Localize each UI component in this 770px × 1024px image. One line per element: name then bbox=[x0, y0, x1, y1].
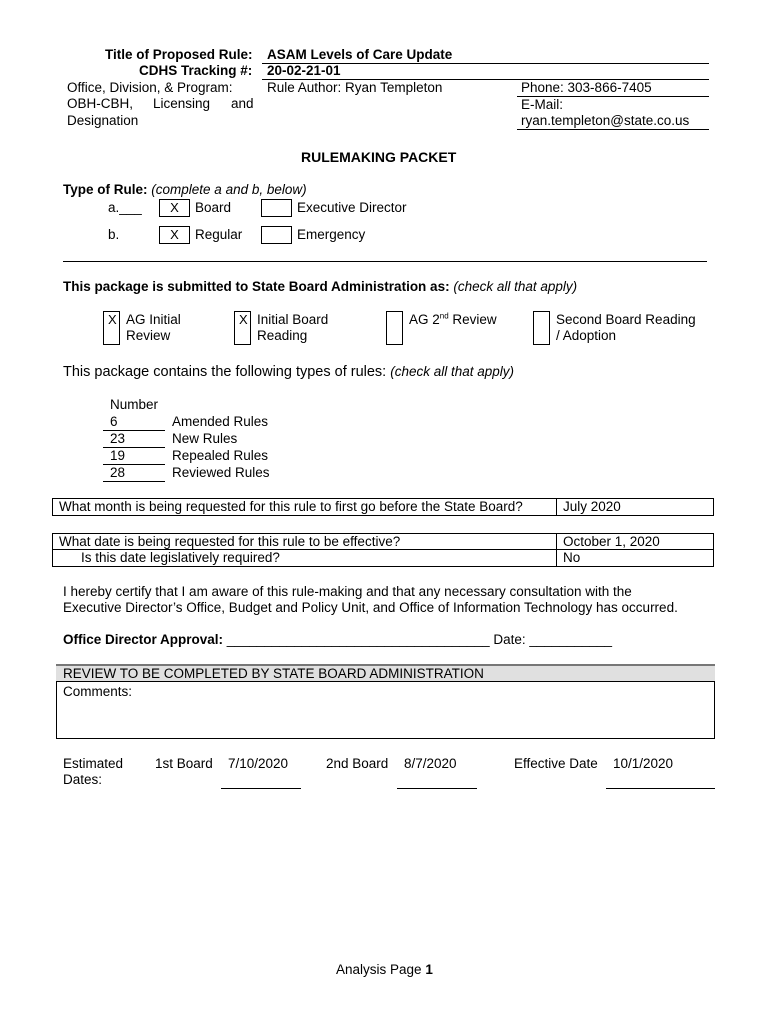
tracking-label: CDHS Tracking #: bbox=[139, 63, 253, 78]
initial-board-checkbox[interactable]: X bbox=[234, 311, 251, 345]
second-board-date: 8/7/2020 bbox=[404, 756, 457, 771]
type-of-rule-row bbox=[63, 182, 307, 198]
date-table bbox=[52, 533, 714, 567]
title-label: Title of Proposed Rule: bbox=[105, 47, 253, 62]
first-board-label: 1st Board bbox=[155, 756, 213, 771]
approval-date-label: Date: bbox=[493, 632, 526, 647]
approval-date-line[interactable]: ___________ bbox=[529, 632, 612, 647]
second-board-label-2: / Adoption bbox=[556, 328, 617, 343]
review-header-bar bbox=[56, 664, 715, 681]
section-divider bbox=[63, 261, 707, 262]
office-label: Office, Division, & Program: bbox=[67, 80, 233, 95]
contains-hint: (check all that apply) bbox=[390, 364, 515, 379]
estimated-label-1: Estimated bbox=[63, 756, 124, 771]
contains-label: This package contains the following types of rules: bbox=[63, 364, 387, 380]
first-board-date: 7/10/2020 bbox=[228, 756, 289, 771]
approval-label: Office Director Approval: bbox=[63, 632, 224, 647]
office-line-3: Designation bbox=[67, 113, 139, 128]
executive-director-label: Executive Director bbox=[297, 200, 407, 215]
ag-initial-label-1: AG Initial bbox=[126, 312, 181, 327]
phone: Phone: 303-866-7405 bbox=[521, 80, 652, 95]
repealed-label: Repealed Rules bbox=[172, 448, 269, 463]
second-board-label: 2nd Board bbox=[326, 756, 389, 771]
number-header: Number bbox=[110, 397, 159, 412]
ag-initial-label-2: Review bbox=[126, 328, 171, 343]
footer-page-number: 1 bbox=[425, 962, 433, 977]
second-board-underline bbox=[397, 788, 477, 789]
office-line-2a: OBH-CBH, bbox=[67, 96, 134, 111]
email-value: ryan.templeton@state.co.us bbox=[521, 113, 690, 128]
emergency-label: Emergency bbox=[297, 227, 366, 242]
emergency-checkbox[interactable] bbox=[261, 226, 292, 244]
repealed-count: 19 bbox=[110, 448, 126, 463]
certify-line-2: Executive Director’s Office, Budget and Policy Unit, and Office of Information Technology has occurred. bbox=[63, 600, 678, 615]
footer-text: Analysis Page bbox=[336, 962, 422, 977]
month-answer[interactable]: July 2020 bbox=[563, 499, 621, 514]
month-question: What month is being requested for this rule to first go before the State Board? bbox=[59, 499, 523, 514]
submitted-row bbox=[63, 279, 577, 295]
row-b-label: b. bbox=[108, 227, 120, 242]
effective-date-underline bbox=[606, 788, 715, 789]
title-value: ASAM Levels of Care Update bbox=[267, 47, 453, 62]
reviewed-underline bbox=[103, 481, 165, 482]
rule-author: Rule Author: Ryan Templeton bbox=[267, 80, 443, 95]
effective-date-label: Effective Date bbox=[514, 756, 598, 771]
initial-board-label-2: Reading bbox=[257, 328, 308, 343]
initial-board-label-1: Initial Board bbox=[257, 312, 329, 327]
legislative-question: Is this date legislatively required? bbox=[81, 550, 280, 565]
board-checkbox[interactable]: X bbox=[159, 199, 190, 217]
email-label: E-Mail: bbox=[521, 97, 564, 112]
ag-second-label bbox=[409, 312, 497, 328]
ag-second-checkbox[interactable] bbox=[386, 311, 403, 345]
new-label: New Rules bbox=[172, 431, 238, 446]
row-a-label: a.___ bbox=[108, 200, 142, 215]
review-title: REVIEW TO BE COMPLETED BY STATE BOARD ADMINISTRATION bbox=[63, 666, 484, 681]
second-board-checkbox[interactable] bbox=[533, 311, 550, 345]
new-count: 23 bbox=[110, 431, 126, 446]
ag-second-sup: nd bbox=[439, 311, 449, 321]
reviewed-label: Reviewed Rules bbox=[172, 465, 270, 480]
tracking-value: 20-02-21-01 bbox=[267, 63, 341, 78]
ag-second-pre: AG 2 bbox=[409, 312, 440, 327]
estimated-label-2: Dates: bbox=[63, 772, 103, 787]
comments-label: Comments: bbox=[63, 684, 133, 699]
office-line-2b: Licensing bbox=[153, 96, 211, 111]
month-table bbox=[52, 498, 714, 516]
legislative-answer[interactable]: No bbox=[563, 550, 581, 565]
reviewed-count: 28 bbox=[110, 465, 126, 480]
office-line-2c: and bbox=[231, 96, 254, 111]
page-footer bbox=[336, 962, 433, 978]
comments-box[interactable] bbox=[56, 681, 715, 739]
approval-row bbox=[63, 632, 612, 648]
type-of-rule-label: Type of Rule: bbox=[63, 182, 148, 197]
certify-line-1: I hereby certify that I am aware of this rule-making and that any necessary consultation with the bbox=[63, 584, 632, 599]
submitted-label: This package is submitted to State Board Administration as: bbox=[63, 279, 450, 294]
page-title: RULEMAKING PACKET bbox=[301, 149, 457, 165]
ag-initial-checkbox[interactable]: X bbox=[103, 311, 120, 345]
month-table-divider bbox=[556, 499, 557, 515]
second-board-label-1: Second Board Reading bbox=[556, 312, 696, 327]
email-underline bbox=[517, 129, 709, 130]
regular-checkbox[interactable]: X bbox=[159, 226, 190, 244]
date-answer[interactable]: October 1, 2020 bbox=[563, 534, 660, 549]
ag-second-post: Review bbox=[448, 312, 497, 327]
board-label: Board bbox=[195, 200, 232, 215]
amended-count: 6 bbox=[110, 414, 118, 429]
effective-date-value: 10/1/2020 bbox=[613, 756, 674, 771]
type-of-rule-hint: (complete a and b, below) bbox=[151, 182, 307, 197]
contains-row bbox=[63, 364, 514, 380]
regular-label: Regular bbox=[195, 227, 243, 242]
submitted-hint: (check all that apply) bbox=[453, 279, 578, 294]
approval-signature-line[interactable]: ___________________________________ bbox=[226, 632, 490, 647]
date-question: What date is being requested for this rule to be effective? bbox=[59, 534, 401, 549]
date-table-col-divider bbox=[556, 534, 557, 566]
first-board-underline bbox=[221, 788, 301, 789]
amended-label: Amended Rules bbox=[172, 414, 269, 429]
executive-director-checkbox[interactable] bbox=[261, 199, 292, 217]
